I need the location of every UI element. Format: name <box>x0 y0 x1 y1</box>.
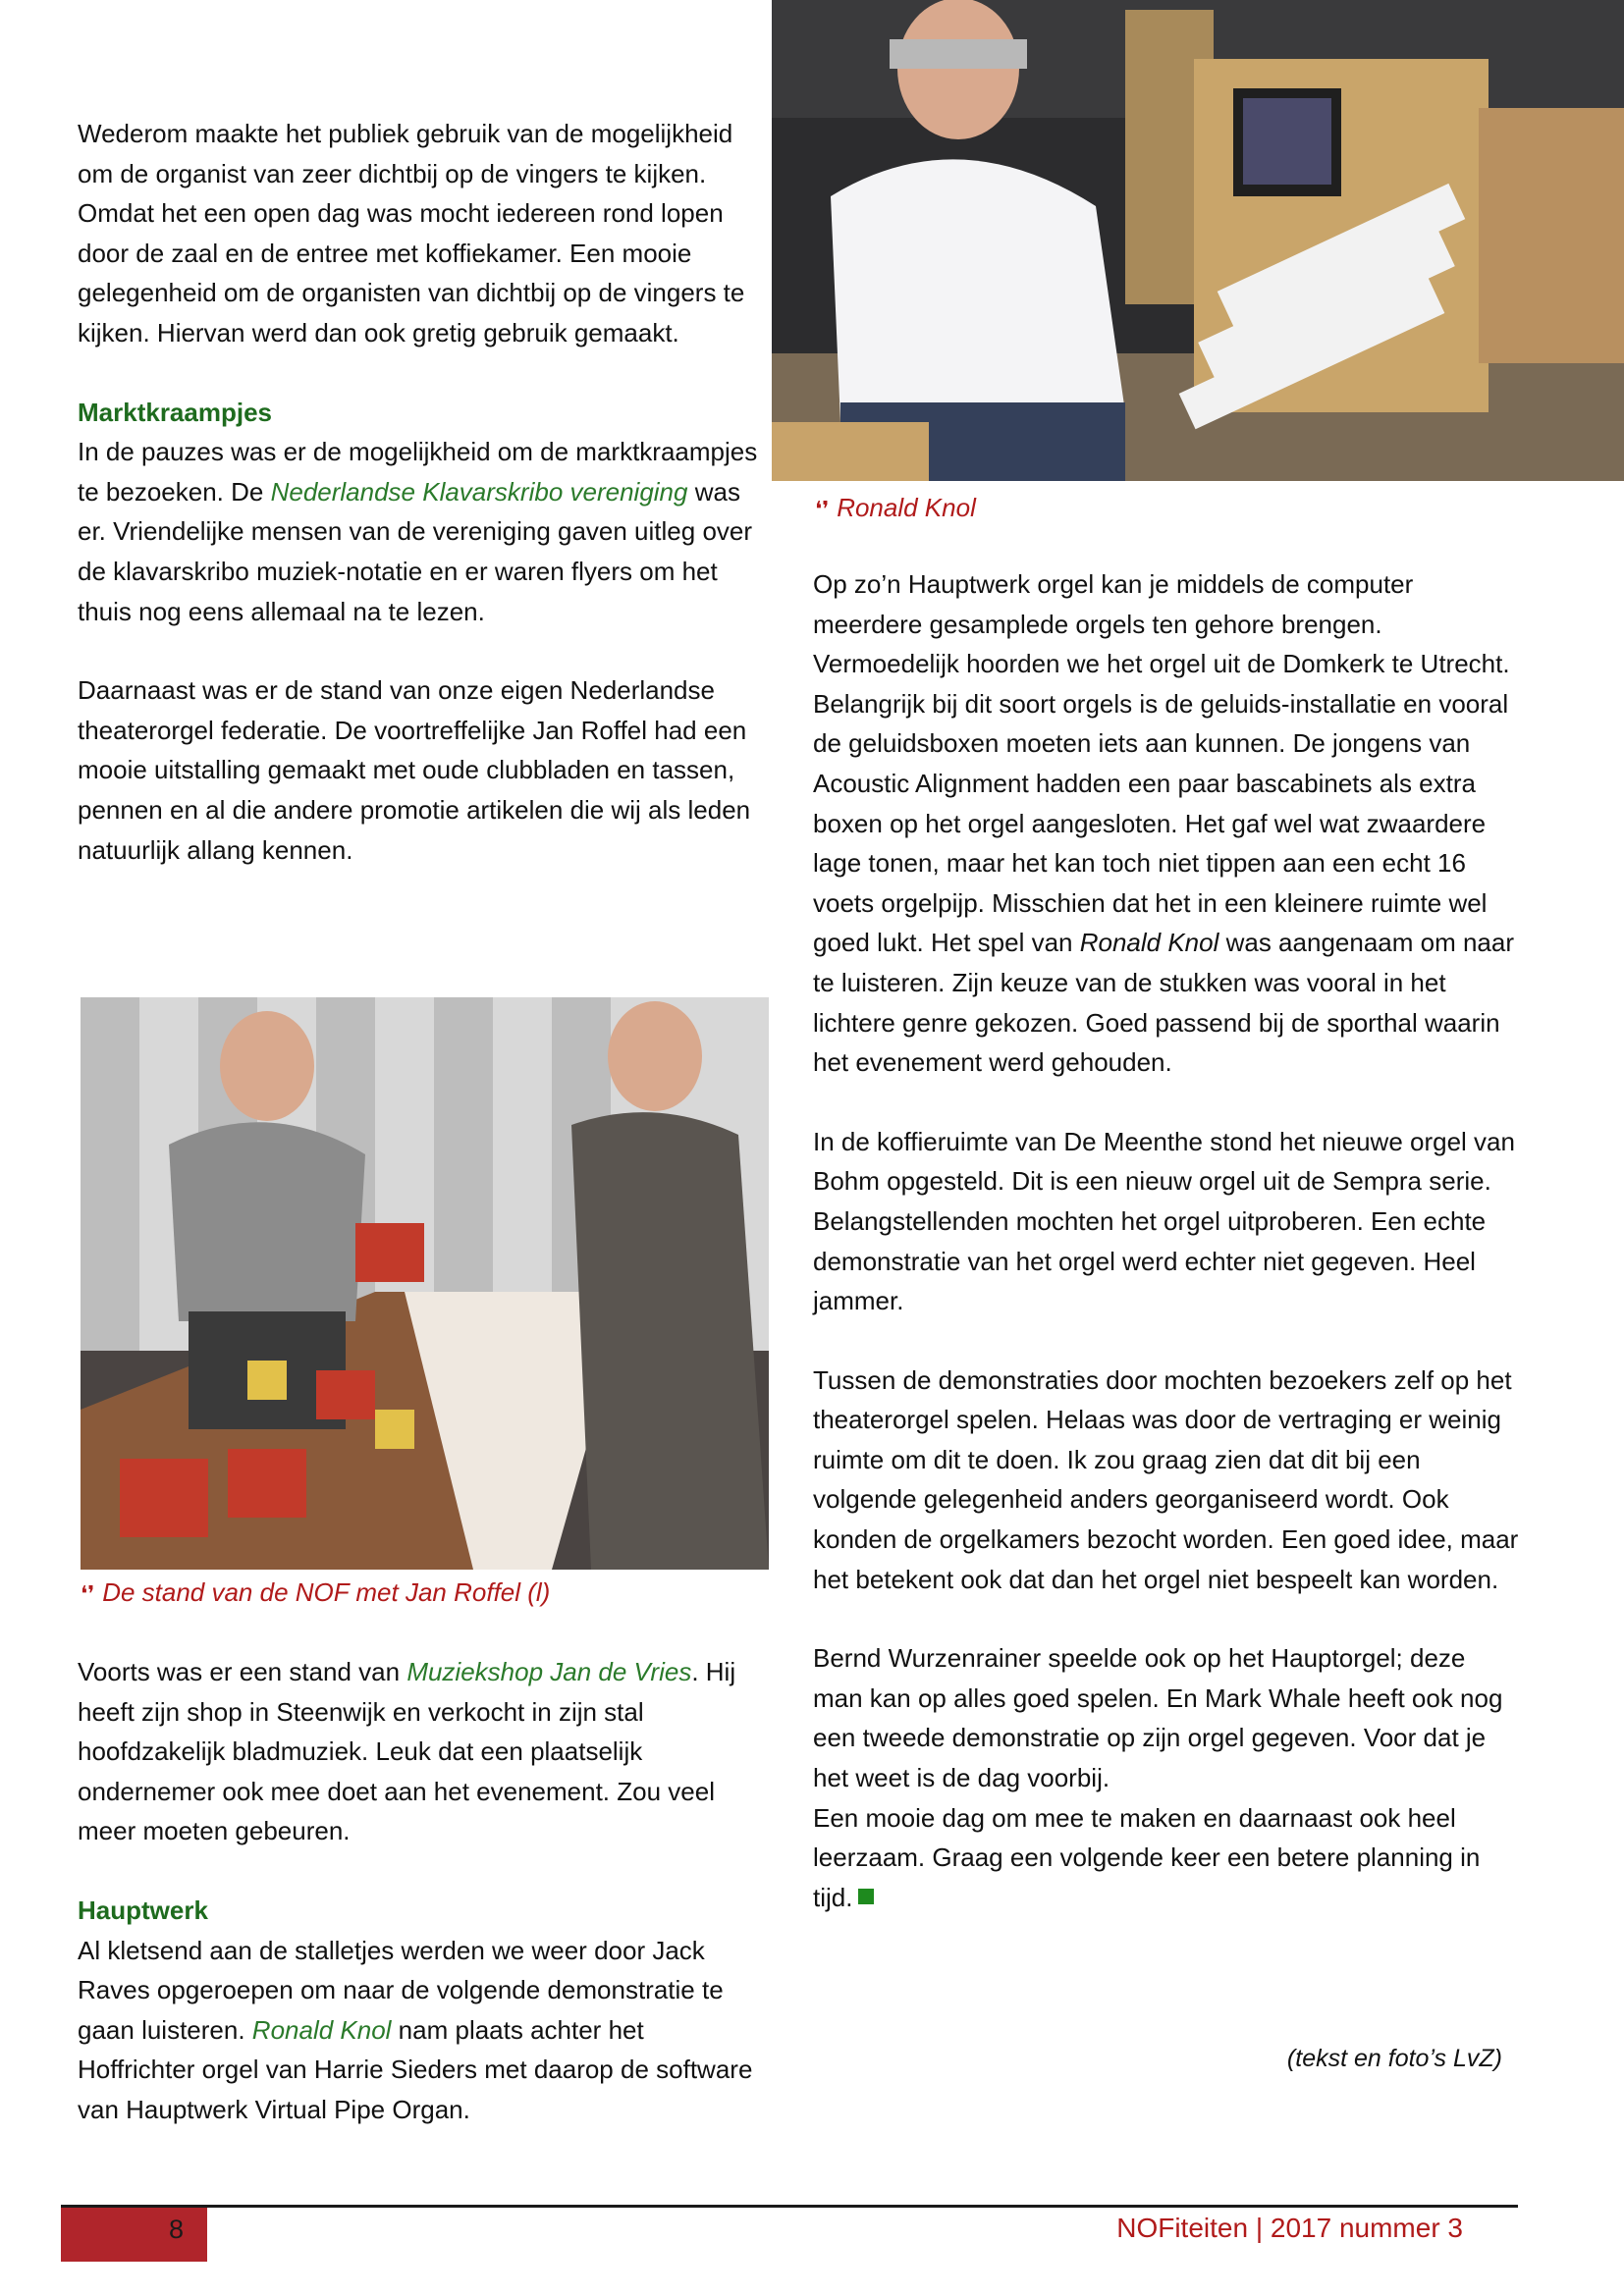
photo-organist <box>772 0 1624 481</box>
footer-rule <box>61 2205 1518 2208</box>
right-column <box>813 564 1520 1917</box>
name-ronald-knol: Ronald Knol <box>1079 928 1219 958</box>
caption-text: De stand van de NOF met Jan Roffel (l) <box>102 1577 551 1607</box>
paragraph-demonstraties: Tussen de demonstraties door mochten bezoekers zelf op het theaterorgel spelen. Helaas was door de vertraging er weinig ruimte om dit te doen. Ik zou graag zien dat dit bij een volgende gelegenheid anders georganiseerd wordt. Ook konden de orgelkamers bezocht worden. Een goed idee, maar het betekent ook dat dan het orgel niet bespeelt kan worden. <box>813 1364 1519 1594</box>
paragraph-bernd: Bernd Wurzenrainer speelde ook op het Hauptorgel; deze man kan op alles goed spelen. En Mark Whale heeft ook nog een tweede demonstratie op zijn orgel gegeven. Voor dat je het weet is de dag voorbij. <box>813 1643 1503 1793</box>
paragraph-slot <box>813 1798 1520 1918</box>
text-span: was aangenaam om naar te luisteren. Zijn keuze van de stukken was vooral in het lichtere genre gekozen. Goed passend bij de sporthal waarin het evenement werd gehouden. <box>813 928 1514 1078</box>
text-span: In de pauzes was er de mogelijkheid om de marktkraampjes te bezoeken. De <box>78 437 758 507</box>
text-span: nam plaats achter het Hoffrichter orgel van Harrie Sieders met daarop de software van Hauptwerk Virtual Pipe Organ. <box>78 2014 753 2124</box>
link-klavarskribo[interactable]: Nederlandse Klavarskribo vereniging <box>270 476 688 507</box>
link-muziekshop[interactable]: Muziekshop Jan de Vries <box>406 1657 692 1686</box>
heading-hauptwerk: Hauptwerk <box>78 1895 208 1925</box>
caption-organist <box>815 491 976 526</box>
caption-text: Ronald Knol <box>837 493 976 522</box>
left-column <box>78 114 765 870</box>
caption-stand <box>81 1575 550 1611</box>
page-number: 8 <box>169 2215 185 2244</box>
paragraph-koffieruimte: In de koffieruimte van De Meenthe stond het nieuwe orgel van Bohm opgesteld. Dit is een nieuw orgel uit de Sempra serie. Belangstellenden mochten het orgel uitproberen. Een echte demonstratie van het orgel werd echter niet gegeven. Heel jammer. <box>813 1126 1515 1316</box>
organist-illustration <box>772 0 1624 481</box>
text-span: Op zo’n Hauptwerk orgel kan je middels de computer meerdere gesamplede orgels ten gehore brengen. Vermoedelijk hoorden we het orgel uit de Domkerk te Utrecht. Belangrijk bij dit soort orgels is de geluids-installatie en vooral de geluidsboxen moeten iets aan kunnen. De jongens van Acoustic Alignment hadden een paar bascabinets als extra boxen op het orgel aangesloten. Het gaf wel wat zwaardere lage tonen, maar het kan toch niet tippen aan een echt 16 voets orgelpijp. Misschien dat het in een kleinere ruimte wel goed lukt. Het spel van <box>813 569 1510 958</box>
paragraph-nof-stand: Daarnaast was er de stand van onze eigen Nederlandse theaterorgel federatie. De voortreffelijke Jan Roffel had een mooie uitstalling gemaakt met oude clubbladen en tassen, pennen en al die andere promotie artikelen die wij als leden natuurlijk allang kennen. <box>78 675 751 865</box>
link-ronald-knol[interactable]: Ronald Knol <box>251 2014 392 2045</box>
stand-illustration <box>81 997 769 1570</box>
photo-credit: (tekst en foto’s LvZ) <box>1286 2045 1502 2072</box>
text-span: was er. Vriendelijke mensen van de vereniging gaven uitleg over de klavarskribo muziek-notatie en er waren flyers om het thuis nog eens allemaal na te lezen. <box>78 476 753 626</box>
footer-publication-title: NOFiteiten | 2017 nummer 3 <box>1116 2213 1463 2243</box>
paragraph-hauptwerk-orgel <box>813 564 1520 1083</box>
heading-marktkraampjes: Marktkraampjes <box>78 397 272 427</box>
text-span: Voorts was er een stand van <box>78 1657 407 1686</box>
quote-mark-icon: ❛❜ <box>81 1581 95 1606</box>
paragraph-marktkraampjes <box>78 432 765 631</box>
paragraph-hauptwerk <box>78 1931 765 2130</box>
photo-nof-stand <box>81 997 769 1570</box>
end-of-article-icon <box>858 1889 874 1904</box>
text-span: Al kletsend aan de stalletjes werden we weer door Jack Raves opgeroepen om naar de volgende demonstratie te gaan luisteren. <box>78 1935 724 2045</box>
text-span: Een mooie dag om mee te maken en daarnaast ook heel leerzaam. Graag een volgende keer een betere planning in tijd. <box>813 1802 1481 1912</box>
footer-page-box <box>61 2208 207 2262</box>
left-column-lower <box>78 1652 765 2130</box>
text-span: . Hij heeft zijn shop in Steenwijk en verkocht in zijn stal hoofdzakelijk bladmuziek. Leuk dat een plaatselijk ondernemer ook mee doet aan het evenement. Zou veel meer moeten gebeuren. <box>78 1657 736 1846</box>
paragraph-intro: Wederom maakte het publiek gebruik van de mogelijkheid om de organist van zeer dichtbij op de vingers te kijken. Omdat het een open dag was mocht iedereen rond lopen door de zaal en de entree met koffiekamer. Een mooie gelegenheid om de organisten van dichtbij op de vingers te kijken. Hiervan werd dan ook gretig gebruik gemaakt. <box>78 119 745 347</box>
paragraph-muziekshop <box>78 1652 765 1851</box>
quote-mark-icon: ❛❜ <box>815 497 830 521</box>
